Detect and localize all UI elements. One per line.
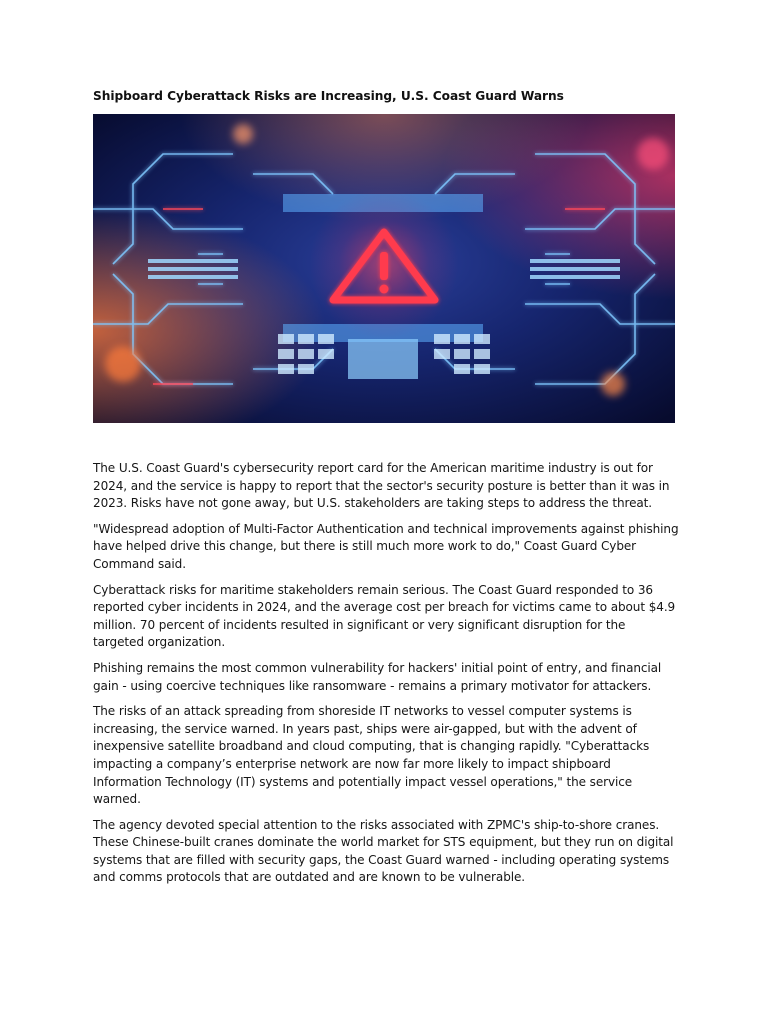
article-paragraph: The agency devoted special attention to the risks associated with ZPMC's ship-to-shore cranes. These Chinese-built cranes dominate the world market for STS equipment, but they run on digital systems that are filled with security gaps, the Coast Guard warned - including operating systems and comms protocols that are outdated and are known to be vulnerable. <box>93 817 674 885</box>
circuit-board-illustration <box>93 114 675 423</box>
article-headline: Shipboard Cyberattack Risks are Increasing, U.S. Coast Guard Warns <box>93 89 564 103</box>
article-paragraph: The risks of an attack spreading from shoreside IT networks to vessel computer systems is increasing, the service warned. In years past, ships were air-gapped, but with the advent of inexpensive satellite broadband and cloud computing, that is changing rapidly. "Cyberattacks impacting a company’s enterprise network are now far more likely to impact shipboard Information Technology (IT) systems and potentially impact vessel operations," the service warned. <box>93 704 650 807</box>
article-paragraph: The U.S. Coast Guard's cybersecurity report card for the American maritime industry is out for 2024, and the service is happy to report that the sector's security posture is better than it was in 2023. Risks have not gone away, but U.S. stakeholders are taking steps to address the threat. <box>93 461 670 511</box>
article-body <box>93 460 679 895</box>
hero-image <box>93 114 675 423</box>
article-paragraph: "Widespread adoption of Multi-Factor Authentication and technical improvements against phishing have helped drive this change, but there is still much more work to do," Coast Guard Cyber Command said. <box>93 521 679 571</box>
article-paragraph: Cyberattack risks for maritime stakeholders remain serious. The Coast Guard responded to 36 reported cyber incidents in 2024, and the average cost per breach for victims came to about $4.9 million. 70 percent of incidents resulted in significant or very significant disruption for the targeted organization. <box>93 582 676 650</box>
article-paragraph: Phishing remains the most common vulnerability for hackers' initial point of entry, and financial gain - using coercive techniques like ransomware - remains a primary motivator for attackers. <box>93 660 662 693</box>
